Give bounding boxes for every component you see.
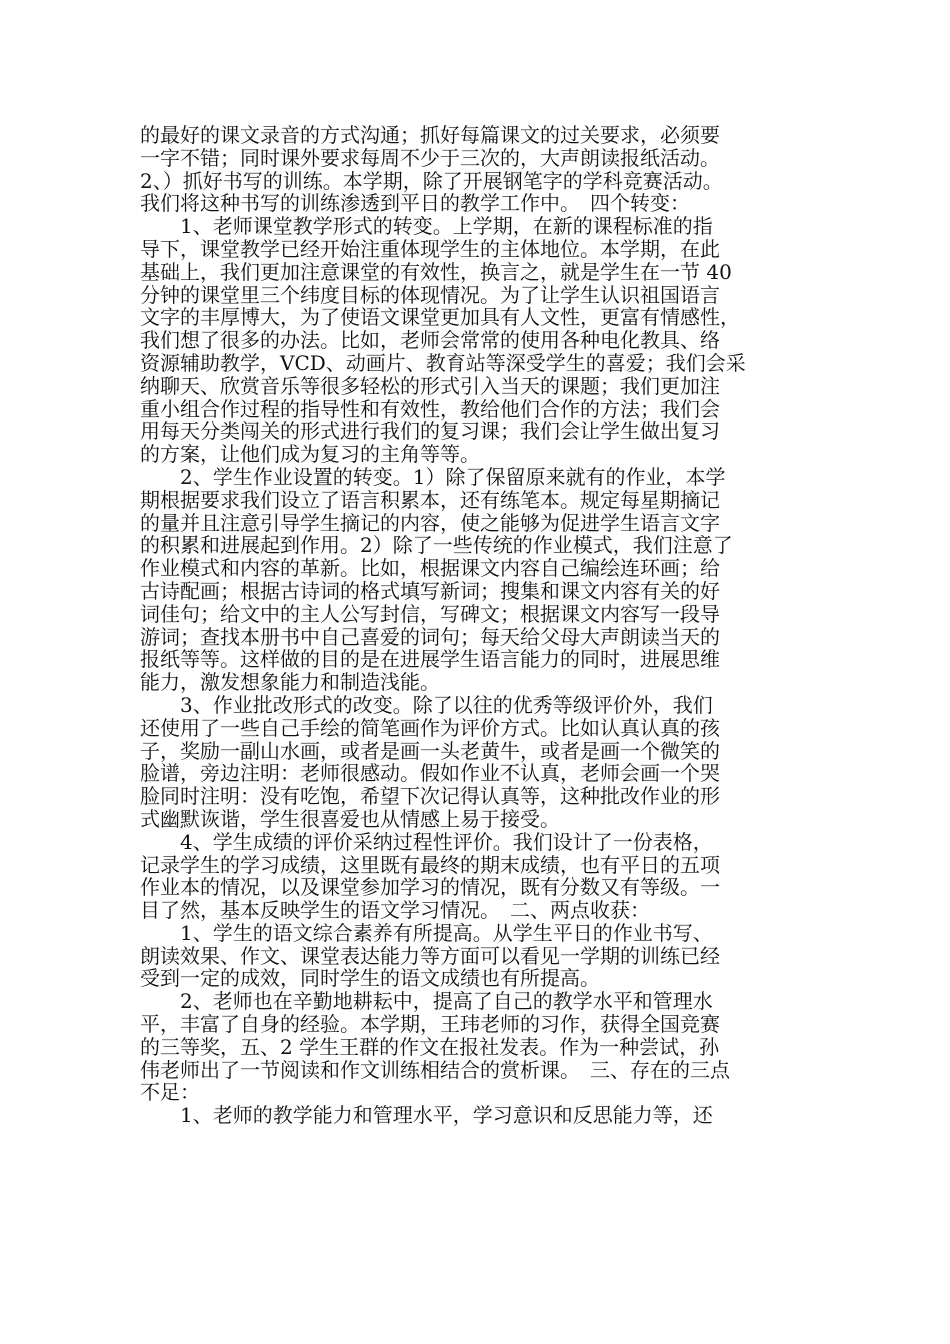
text-line: 目了然，基本反映学生的语文学习情况。 二、两点收获： [140, 898, 650, 923]
text-line: 4、学生成绩的评价采纳过程性评价。我们设计了一份表格， [140, 829, 713, 854]
text-line: 3、作业批改形式的改变。除了以往的优秀等级评价外，我们 [140, 692, 713, 717]
text-line: 基础上，我们更加注意课堂的有效性，换言之，就是学生在一节 40 [140, 259, 732, 284]
text-line: 的方案，让他们成为复习的主角等等。 [140, 442, 480, 467]
text-line: 词佳句；给文中的主人公写封信，写碑文；根据课文内容写一段导 [140, 601, 720, 626]
text-line: 平，丰富了自身的经验。本学期，王玮老师的习作，获得全国竞赛 [140, 1012, 720, 1037]
text-line: 的积累和进展起到作用。2）除了一些传统的作业模式，我们注意了 [140, 533, 733, 558]
text-line: 古诗配画；根据古诗词的格式填写新词；搜集和课文内容有关的好 [140, 578, 720, 603]
text-line: 作业模式和内容的革新。比如，根据课文内容自己编绘连环画；给 [140, 556, 720, 581]
text-line: 期根据要求我们设立了语言积累本，还有练笔本。规定每星期摘记 [140, 487, 720, 512]
text-line: 我们想了很多的办法。比如，老师会常常的使用各种电化教具、络 [140, 328, 720, 353]
text-line: 脸同时注明：没有吃饱，希望下次记得认真等，这种批改作业的形 [140, 784, 720, 809]
text-line: 伟老师出了一节阅读和作文训练相结合的赏析课。 三、存在的三点 [140, 1057, 730, 1082]
text-line: 1、学生的语文综合素养有所提高。从学生平日的作业书写、 [140, 920, 713, 945]
text-line: 游词；查找本册书中自己喜爱的词句；每天给父母大声朗读当天的 [140, 624, 720, 649]
text-line: 报纸等等。这样做的目的是在进展学生语言能力的同时，进展思维 [140, 647, 720, 672]
text-line: 一字不错；同时课外要求每周不少于三次的，大声朗读报纸活动。 [140, 145, 720, 170]
text-line: 纳聊天、欣赏音乐等很多轻松的形式引入当天的课题；我们更加注 [140, 373, 720, 398]
text-line: 受到一定的成效，同时学生的语文成绩也有所提高。 [140, 966, 600, 991]
text-line: 重小组合作过程的指导性和有效性，教给他们合作的方法；我们会 [140, 396, 720, 421]
text-line: 子，奖励一副山水画，或者是画一头老黄牛，或者是画一个微笑的 [140, 738, 720, 763]
text-line: 的三等奖，五、2 学生王群的作文在报社发表。作为一种尝试，孙 [140, 1034, 720, 1059]
text-line: 我们将这种书写的训练渗透到平日的教学工作中。 四个转变： [140, 191, 690, 216]
text-line: 2、学生作业设置的转变。1）除了保留原来就有的作业，本学 [140, 464, 726, 489]
text-line: 式幽默诙谐，学生很喜爱也从情感上易于接受。 [140, 806, 560, 831]
body-text [140, 124, 818, 1127]
text-line: 能力，激发想象能力和制造浅能。 [140, 670, 440, 695]
text-line: 2、老师也在辛勤地耕耘中，提高了自己的教学水平和管理水 [140, 989, 713, 1014]
text-line: 资源辅助教学，VCD、动画片、教育站等深受学生的喜爱；我们会采 [140, 350, 746, 375]
text-line: 2、）抓好书写的训练。本学期，除了开展钢笔字的学科竞赛活动。 [140, 168, 723, 193]
text-line: 分钟的课堂里三个纬度目标的体现情况。为了让学生认识祖国语言 [140, 282, 720, 307]
text-line: 的最好的课文录音的方式沟通；抓好每篇课文的过关要求，必须要 [140, 123, 720, 147]
text-line: 文字的丰厚博大，为了使语文课堂更加具有人文性，更富有情感性， [140, 305, 740, 330]
text-line: 1、老师的教学能力和管理水平，学习意识和反思能力等，还 [140, 1103, 713, 1128]
text-line: 朗读效果、作文、课堂表达能力等方面可以看见一学期的训练已经 [140, 943, 720, 968]
text-line: 导下，课堂教学已经开始注重体现学生的主体地位。本学期，在此 [140, 236, 720, 261]
text-line: 记录学生的学习成绩，这里既有最终的期末成绩，也有平日的五项 [140, 852, 720, 877]
text-line: 用每天分类闯关的形式进行我们的复习课；我们会让学生做出复习 [140, 419, 720, 444]
text-line: 还使用了一些自己手绘的简笔画作为评价方式。比如认真认真的孩 [140, 715, 720, 740]
text-line: 脸谱，旁边注明：老师很感动。假如作业不认真，老师会画一个哭 [140, 761, 720, 786]
text-line: 的量并且注意引导学生摘记的内容，使之能够为促进学生语言文字 [140, 510, 720, 535]
text-line: 1、老师课堂教学形式的转变。上学期，在新的课程标准的指 [140, 214, 713, 239]
text-line: 作业本的情况，以及课堂参加学习的情况，既有分数又有等级。一 [140, 875, 720, 900]
text-line: 不足： [140, 1080, 200, 1105]
